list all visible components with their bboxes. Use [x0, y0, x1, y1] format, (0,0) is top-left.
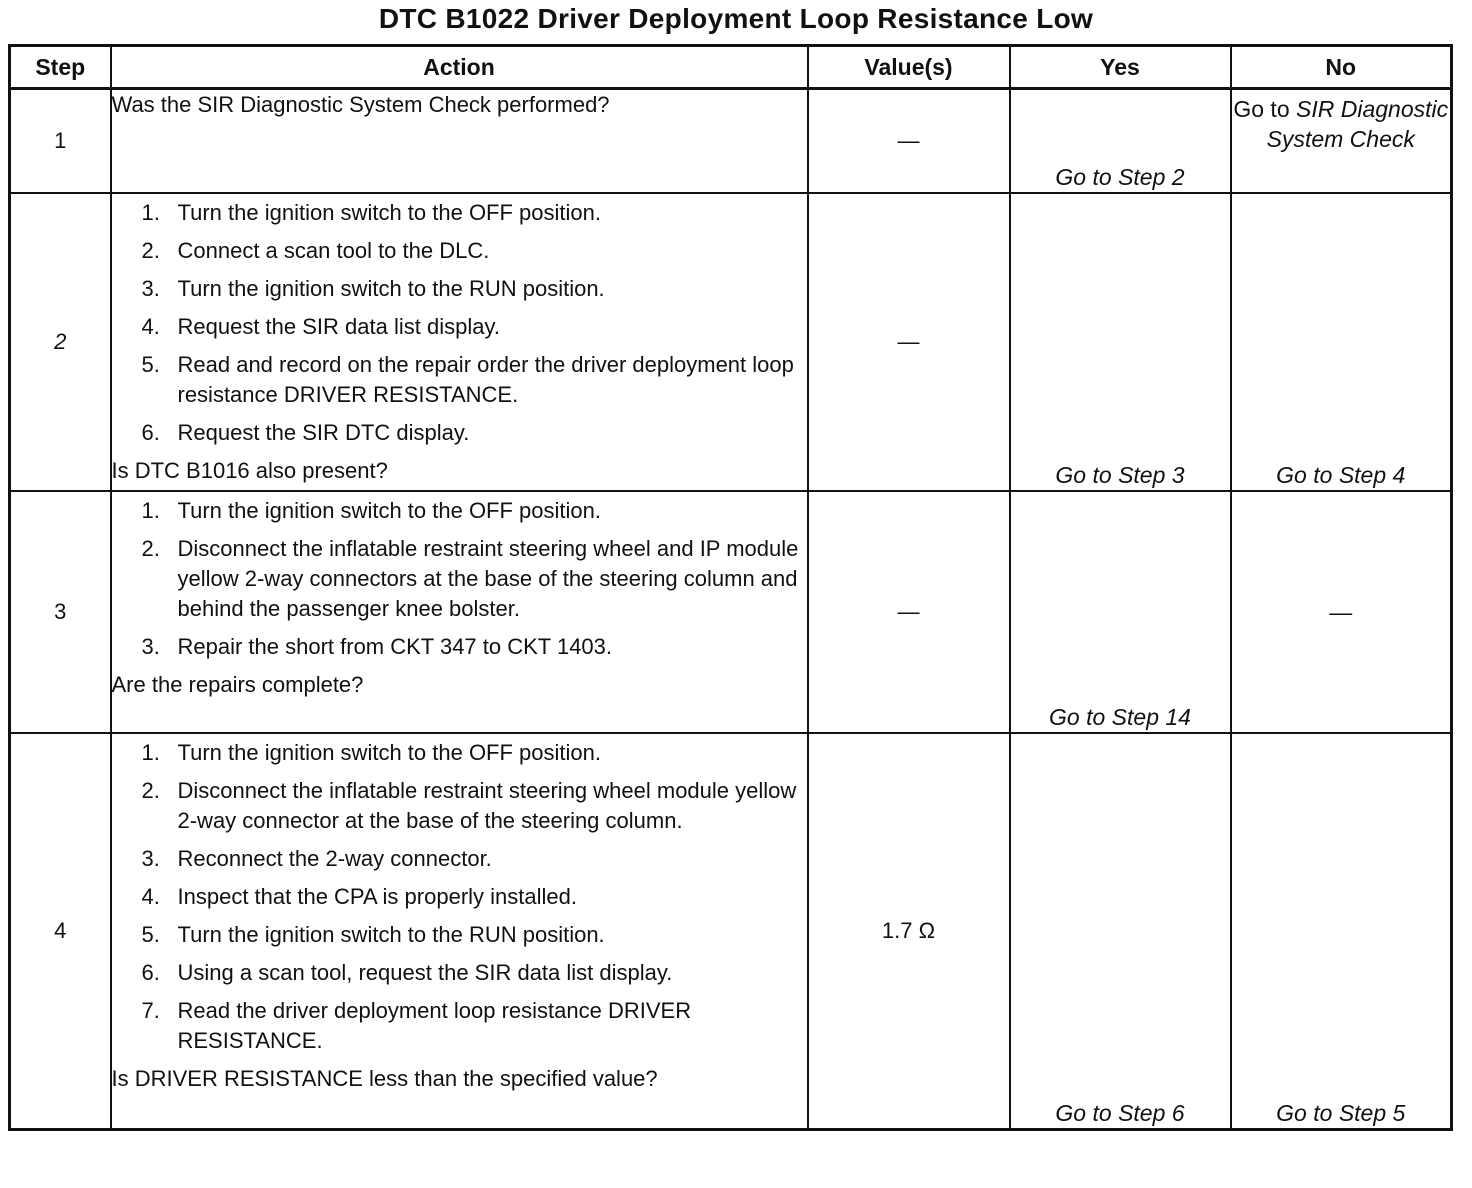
action-cell	[111, 733, 808, 1130]
list-item: 5. Turn the ignition switch to the RUN position.	[141, 922, 605, 947]
list-item: 2. Connect a scan tool to the DLC.	[141, 238, 490, 263]
list-item: 3. Reconnect the 2-way connector.	[141, 846, 492, 871]
header-yes: Yes	[1010, 46, 1231, 89]
list-item: 1. Turn the ignition switch to the OFF position.	[141, 498, 601, 523]
yes-link[interactable]: Go to Step 3	[1010, 193, 1231, 491]
value-cell: —	[808, 193, 1010, 491]
list-item: 1. Turn the ignition switch to the OFF position.	[141, 200, 601, 225]
value-cell: 1.7 Ω	[808, 733, 1010, 1130]
no-link[interactable]: Go to Step 5	[1231, 733, 1452, 1130]
page-title: DTC B1022 Driver Deployment Loop Resistance Low	[378, 3, 1094, 34]
action-list	[112, 198, 807, 448]
table-row	[10, 733, 1452, 1130]
table-header-row	[10, 46, 1452, 89]
action-list	[112, 738, 807, 1056]
list-item: 6. Request the SIR DTC display.	[141, 420, 470, 445]
table-row	[10, 193, 1452, 491]
list-item: 2. Disconnect the inflatable restraint steering wheel and IP module yellow 2-way connectors at the base of the steering column and behind the passenger knee bolster.	[141, 536, 799, 621]
header-action: Action	[111, 46, 808, 89]
list-item: 6. Using a scan tool, request the SIR data list display.	[141, 960, 673, 985]
system-check-link[interactable]: SIR Diagnostic System Check	[1266, 96, 1449, 152]
no-link[interactable]	[1231, 89, 1452, 194]
step-number: 1	[10, 89, 111, 194]
value-cell: —	[808, 89, 1010, 194]
step-number: 3	[10, 491, 111, 733]
list-item: 1. Turn the ignition switch to the OFF position.	[141, 740, 601, 765]
action-cell	[111, 89, 808, 194]
table-row	[10, 89, 1452, 194]
step-question: Are the repairs complete?	[111, 672, 364, 697]
no-cell: —	[1231, 491, 1452, 733]
no-link[interactable]: Go to Step 4	[1231, 193, 1452, 491]
action-cell	[111, 491, 808, 733]
list-item: 4. Inspect that the CPA is properly installed.	[141, 884, 577, 909]
action-cell	[111, 193, 808, 491]
step-question: Was the SIR Diagnostic System Check performed?	[111, 92, 610, 117]
action-list	[112, 496, 807, 662]
list-item: 3. Repair the short from CKT 347 to CKT 1403.	[141, 634, 613, 659]
header-values: Value(s)	[808, 46, 1010, 89]
step-number: 4	[10, 733, 111, 1130]
step-question: Is DRIVER RESISTANCE less than the specified value?	[111, 1066, 658, 1091]
list-item: 2. Disconnect the inflatable restraint steering wheel module yellow 2-way connector at the base of the steering column.	[141, 778, 797, 833]
list-item: 4. Request the SIR data list display.	[141, 314, 500, 339]
step-number: 2	[10, 193, 111, 491]
list-item: 5. Read and record on the repair order the driver deployment loop resistance DRIVER RESISTANCE.	[141, 352, 794, 407]
no-link-prefix: Go to	[1233, 96, 1297, 122]
diagnostic-table	[8, 44, 1453, 1131]
table-row	[10, 491, 1452, 733]
list-item: 3. Turn the ignition switch to the RUN position.	[141, 276, 605, 301]
step-question: Is DTC B1016 also present?	[111, 458, 388, 483]
header-step: Step	[10, 46, 111, 89]
yes-link[interactable]: Go to Step 2	[1010, 89, 1231, 194]
header-no: No	[1231, 46, 1452, 89]
value-cell: —	[808, 491, 1010, 733]
yes-link[interactable]: Go to Step 14	[1010, 491, 1231, 733]
list-item: 7. Read the driver deployment loop resistance DRIVER RESISTANCE.	[141, 998, 692, 1053]
yes-link[interactable]: Go to Step 6	[1010, 733, 1231, 1130]
